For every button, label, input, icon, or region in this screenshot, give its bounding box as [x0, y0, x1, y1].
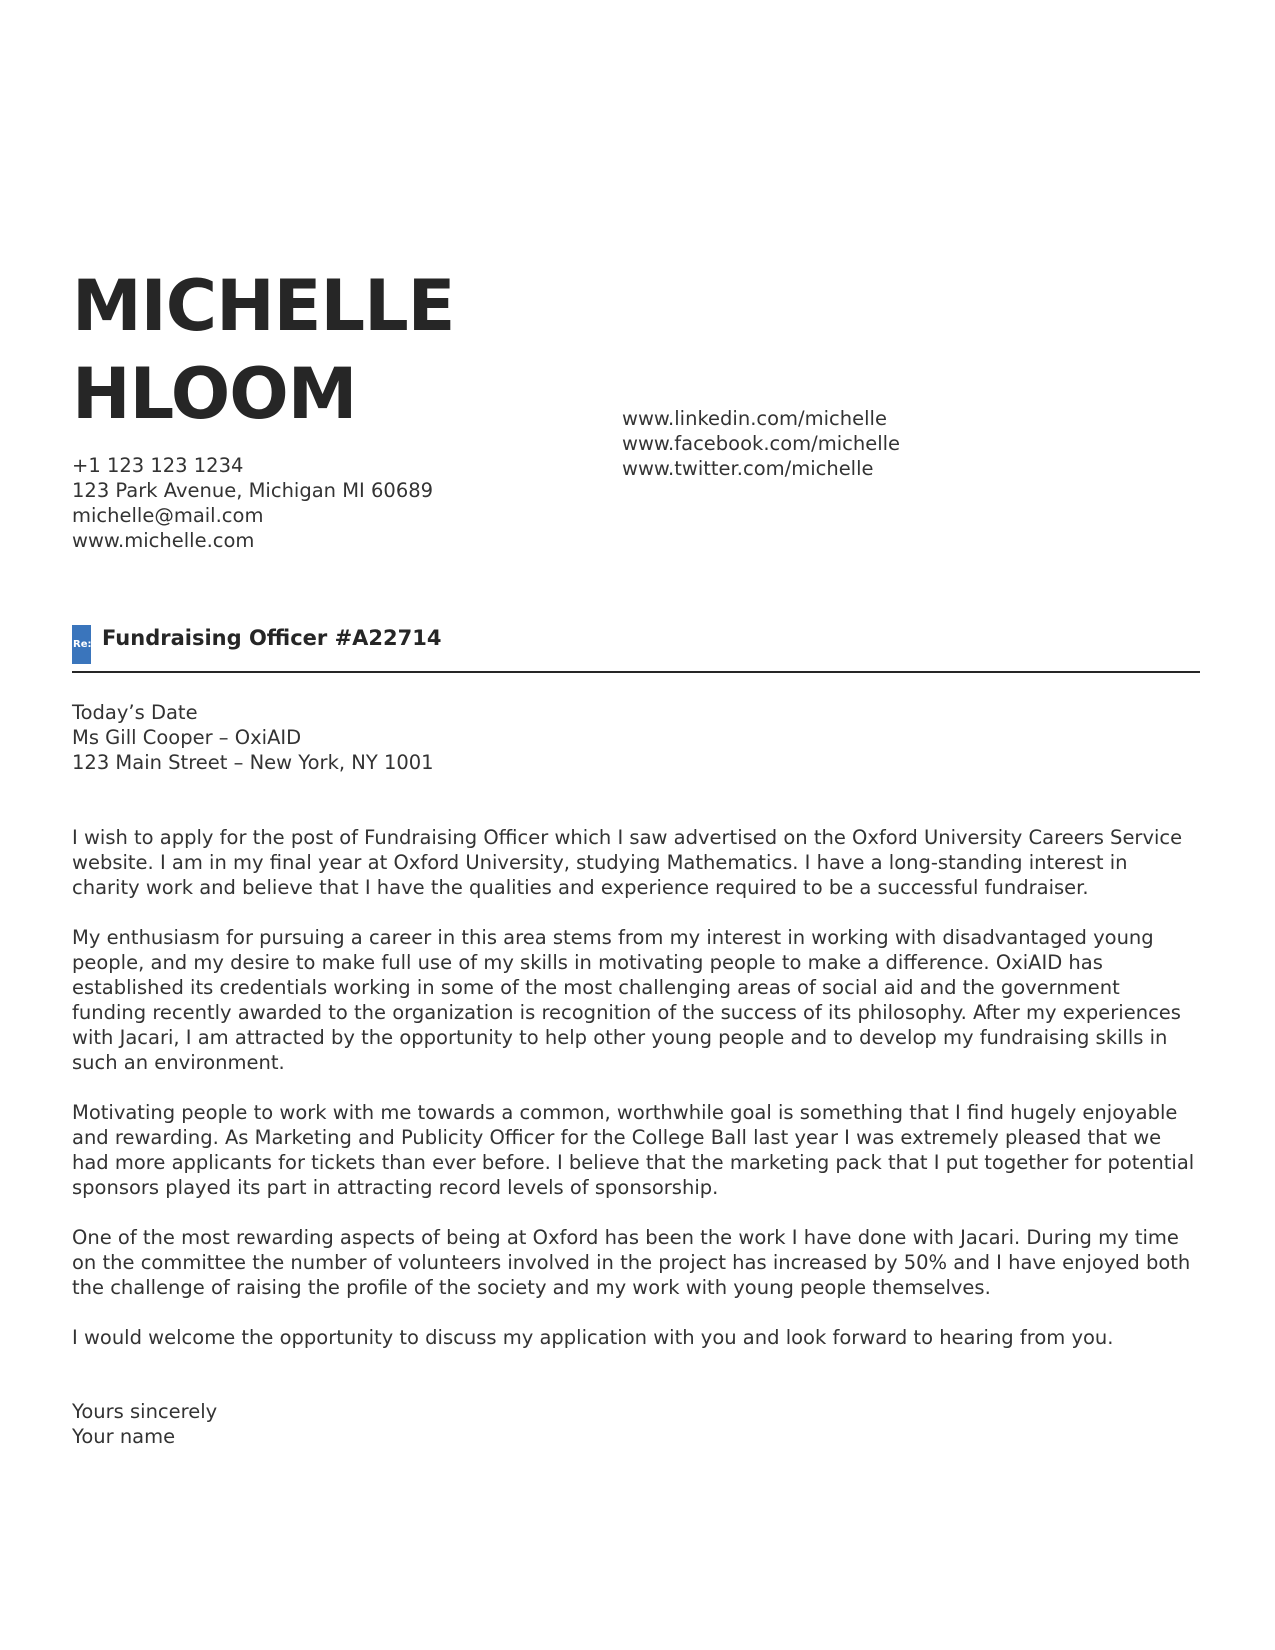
body-paragraph: My enthusiasm for pursuing a career in this area stems from my interest in working with disadvantaged young people, and my desire to make full use of my skills in motivating people to make a difference. OxiAID has established its credentials working in some of the most challenging areas of social aid and the government funding recently awarded to the organization is recognition of the success of its philosophy. After my experiences with Jacari, I am attracted by the opportunity to help other young people and to develop my fundraising skills in such an environment. — [72, 926, 1181, 1074]
recipient-name: Ms Gill Cooper – OxiAID — [72, 726, 302, 749]
twitter-link: www.twitter.com/michelle — [622, 457, 874, 480]
letter-body — [72, 825, 1200, 1375]
name-first: MICHELLE — [72, 265, 455, 347]
valediction: Yours sincerely — [72, 1400, 218, 1423]
personal-website: www.michelle.com — [72, 529, 255, 552]
facebook-link: www.facebook.com/michelle — [622, 432, 901, 455]
re-badge: Re: — [72, 625, 91, 664]
linkedin-link: www.linkedin.com/michelle — [622, 407, 887, 430]
recipient-block — [72, 700, 434, 775]
body-paragraph: One of the most rewarding aspects of being at Oxford has been the work I have done with Jacari. During my time on the committee the number of volunteers involved in the project has increased by 50% and I have enjoyed both the challenge of raising the profile of the society and my work with young people themselves. — [72, 1226, 1191, 1299]
body-paragraph: I wish to apply for the post of Fundraising Officer which I saw advertised on the Oxford University Careers Service website. I am in my final year at Oxford University, studying Mathematics. I have a long-standing interest in charity work and believe that I have the qualities and experience required to be a successful fundraiser. — [72, 826, 1183, 899]
contact-details — [72, 453, 433, 553]
social-links — [622, 406, 900, 481]
body-paragraph: I would welcome the opportunity to discuss my application with you and look forward to hearing from you. — [72, 1326, 1114, 1349]
divider — [72, 671, 1200, 673]
body-paragraph: Motivating people to work with me towards a common, worthwhile goal is something that I find hugely enjoyable and rewarding. As Marketing and Publicity Officer for the College Ball last year I was extremely pleased that we had more applicants for tickets than ever before. I believe that the marketing pack that I put together for potential sponsors played its part in attracting record levels of sponsorship. — [72, 1101, 1195, 1199]
name-last: HLOOM — [72, 353, 357, 435]
recipient-address: 123 Main Street – New York, NY 1001 — [72, 751, 434, 774]
street-address: 123 Park Avenue, Michigan MI 60689 — [72, 479, 434, 502]
letter-date: Today’s Date — [72, 701, 198, 724]
closing-block — [72, 1399, 217, 1449]
applicant-name — [72, 262, 455, 438]
email-address: michelle@mail.com — [72, 504, 264, 527]
signature: Your name — [72, 1425, 176, 1448]
subject-title: Fundraising Officer #A22714 — [102, 626, 442, 650]
phone-number: +1 123 123 1234 — [72, 454, 244, 477]
